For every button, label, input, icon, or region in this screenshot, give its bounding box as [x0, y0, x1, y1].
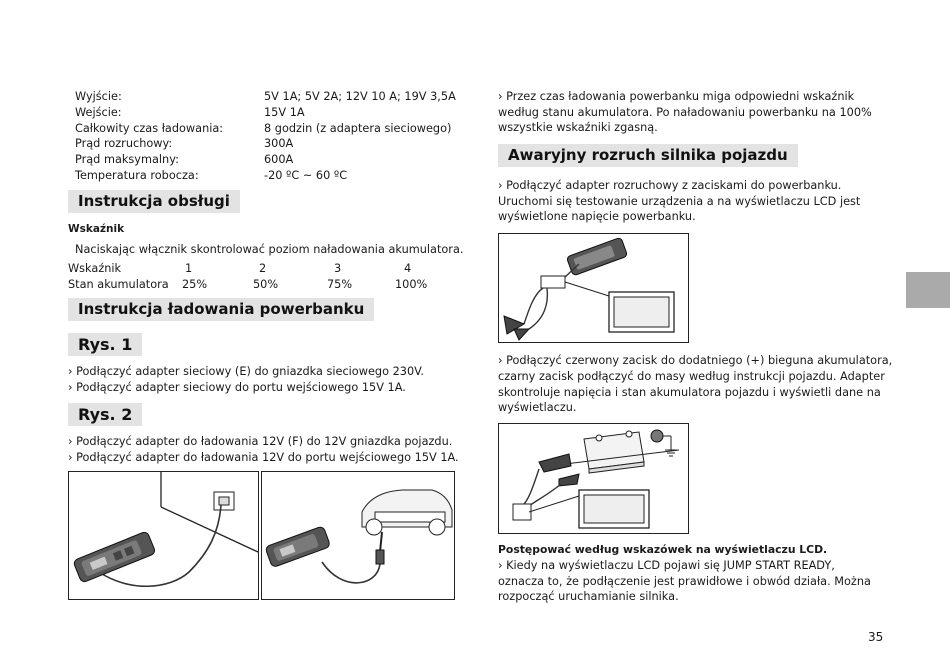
- indicator-cell: 50%: [253, 278, 279, 291]
- section-heading-charging: Instrukcja ładowania powerbanku: [68, 298, 374, 321]
- spec-label: Całkowity czas ładowania:: [75, 122, 224, 135]
- section-heading-instructions: Instrukcja obsługi: [68, 190, 240, 213]
- lcd-title: Postępować według wskazówek na wyświetlaczu LCD.: [498, 543, 828, 556]
- indicator-cell: 2: [259, 262, 267, 275]
- fig1-line: › Podłączyć adapter sieciowy (E) do gniazdka sieciowego 230V.: [68, 365, 425, 378]
- page-number: 35: [868, 630, 884, 644]
- section-heading-emergency: Awaryjny rozruch silnika pojazdu: [498, 144, 798, 167]
- spec-value: -20 ºC ~ 60 ºC: [264, 169, 348, 182]
- step1-line: wyświetlone napięcie powerbanku.: [498, 210, 696, 223]
- charging-note-line: według stanu akumulatora. Po naładowaniu powerbanku na 100%: [498, 106, 872, 119]
- step2-line: › Podłączyć czerwony zacisk do dodatniego (+) bieguna akumulatora,: [498, 354, 893, 367]
- indicator-cell: 3: [334, 262, 342, 275]
- spec-label: Prąd maksymalny:: [75, 153, 179, 166]
- indicator-cell: 25%: [182, 278, 208, 291]
- indicator-cell: 75%: [327, 278, 353, 291]
- fig2-line: › Podłączyć adapter do ładowania 12V do portu wejściowego 15V 1A.: [68, 451, 459, 464]
- indicator-cell: 100%: [395, 278, 428, 291]
- spec-label: Wyjście:: [75, 90, 122, 103]
- step1-line: › Podłączyć adapter rozruchowy z zaciskami do powerbanku.: [498, 179, 842, 192]
- step1-line: Uruchomi się testowanie urządzenia a na wyświetlaczu LCD jest: [498, 195, 861, 208]
- jump-starter-clamps-illustration: [498, 233, 689, 343]
- spec-label: Wejście:: [75, 106, 122, 119]
- chapter-tab-marker: [906, 272, 950, 308]
- step2-line: skontroluje napięcia i stan akumulatora pojazdu i wyświetli dane na: [498, 386, 881, 399]
- lcd-line: rozpocząć uruchamianie silnika.: [498, 590, 679, 603]
- charging-note-line: wszystkie wskaźniki zgasną.: [498, 121, 658, 134]
- charging-note-line: › Przez czas ładowania powerbanku miga odpowiedni wskaźnik: [498, 90, 855, 103]
- indicator-title: Wskaźnik: [68, 223, 125, 235]
- spec-value: 15V 1A: [264, 106, 305, 119]
- step2-line: czarny zacisk podłączyć do masy według instrukcji pojazdu. Adapter: [498, 370, 885, 383]
- step2-line: wyświetlaczu.: [498, 401, 577, 414]
- indicator-cell: 4: [404, 262, 412, 275]
- fig1-title: Rys. 1: [68, 333, 142, 356]
- fig2-title: Rys. 2: [68, 403, 142, 426]
- indicator-row-label: Stan akumulatora: [68, 278, 169, 291]
- spec-label: Temperatura robocza:: [75, 169, 199, 182]
- indicator-row-label: Wskaźnik: [68, 262, 122, 275]
- fig2-line: › Podłączyć adapter do ładowania 12V (F) do 12V gniazdka pojazdu.: [68, 435, 453, 448]
- car-charging-illustration: [261, 471, 455, 600]
- spec-label: Prąd rozruchowy:: [75, 137, 173, 150]
- wall-charging-illustration: [68, 471, 259, 600]
- lcd-line: › Kiedy na wyświetlaczu LCD pojawi się JUMP START READY,: [498, 559, 835, 572]
- indicator-intro: Naciskając włącznik skontrolować poziom naładowania akumulatora.: [75, 243, 464, 256]
- spec-value: 8 godzin (z adaptera sieciowego): [264, 122, 452, 135]
- battery-connection-illustration: [498, 423, 689, 534]
- spec-value: 600A: [264, 153, 294, 166]
- fig1-line: › Podłączyć adapter sieciowy do portu wejściowego 15V 1A.: [68, 381, 406, 394]
- spec-value: 5V 1A; 5V 2A; 12V 10 A; 19V 3,5A: [264, 90, 456, 103]
- spec-value: 300A: [264, 137, 294, 150]
- indicator-cell: 1: [185, 262, 193, 275]
- lcd-line: oznacza to, że podłączenie jest prawidłowe i obwód działa. Można: [498, 575, 871, 588]
